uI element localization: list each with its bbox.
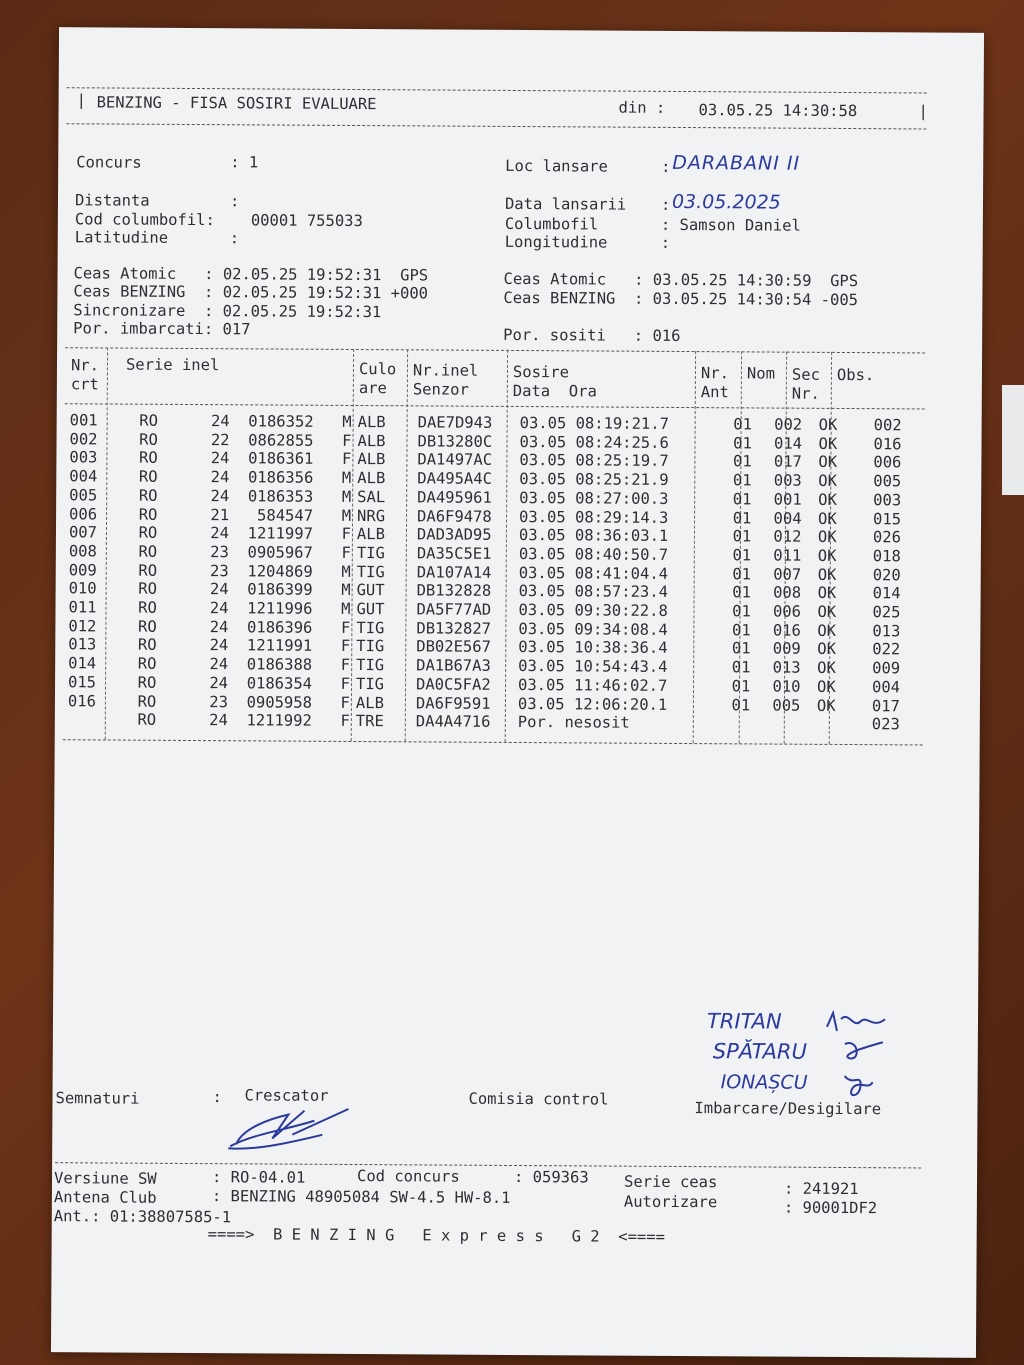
cell-tara: RO	[137, 692, 157, 711]
cell-inel: 0186399	[247, 580, 313, 600]
cell-nom: 003	[773, 471, 802, 490]
benzing-receipt: | BENZING - FISA SOSIRI EVALUARE din : 03.05.25 14:30:58 | Concurs : 1 Loc lansare : DARABANI II Distanta : Cod columbofil: 00001 755033 Latitudine : Data lansarii : 03.05.2025 Columbofil : Samson Daniel Longitudine : Ceas Atomic : 02.05.25 19:52:31 GPS Ceas BENZING : 02.05.25 19:52:31 +000 Sincronizare : 02.05.25 19:52:31 Por. imbarcati: 017 Ceas Atomic : 03.05.25 14:30:59 GPS Ceas BENZING : 03.05.25 14:30:54 -005 Por. sositi : 016 Nr. crt Serie inel Culo are Nr.inel Senzor Sosire Data Ora Nr. Ant Nom Sec Nr. Obs. 001 RO 24 0186352 M ALB DAE7D943 03.05 08:19:21.7 01 002 OK 002 002 RO 22 0862855 F ALB DB13280C 03.05 08:24:25.6 01 014 OK 016 003 RO 24 0186361 F ALB DA1497AC 03.05 08:25:19.7 01 017 OK 006 004 RO 24 0186356 M ALB DA495A4C 03.05 08:25:21.9 01 003 OK 005 005 RO 24 0186353 M SAL DA495961 03.05 08:27:00.3 01 001 OK 003 006 RO 21 584547 M NRG DA6F9478 03.05 08:29:14.3 01 004 OK 015 007 RO 24 1211997 F ALB DAD3AD95 03.05 08:36:03.1 01 012 OK 026 008 RO 23 0905967 F TIG DA35C5E1 03.05 08:40:50.7 01 011 OK 018 009 RO 23 1204869 M TIG DA107A14 03.05 08:41:04.4 01 007 OK 020 010 RO 24 0186399 M GUT DB132828 03.05 08:57:23.4 01 008 OK 014 011 RO 24 1211996 M GUT DA5F77AD 03.05 09:30:22.8 01 006 OK 025 012 RO 24 0186396 F TIG DB132827 03.05 09:34:08.4 01 016 OK 013 013 RO 24 1211991 F TIG DB02E567 03.05 10:38:36.4 01 009 OK 022 014 RO 24 0186388 F TIG DA1B67A3 03.05 10:54:43.4 01 013 OK 009 015 RO 24 0186354 F TIG DA0C5FA2 03.05 11:46:02.7 01 010 OK 004 016 RO 23 0905958 F ALB DA6F9591 03.05 12:06:20.1 01 005 OK 017 RO 24 1211992 F TRE DA4A4716 Por. nesosit 023 TRITAN SPĂTARU IONAȘCU Semnaturi : Crescator Comisia control Imbarcare/Desigilare Versiune SW : RO-04.01 Cod concurs : 059363 Serie ceas : 241921 Antena Club : BENZING 48905084 SW-4.5 HW-8.1 Autorizare : 90001DF2 Ant.: 01:38807585-1 ====> B E N Z I N G E x p r e s s G 2 <====	[51, 27, 984, 1358]
data-lansarii-label: Data lansarii	[504, 194, 627, 214]
cell-sec: OK	[817, 528, 837, 547]
cell-ant: 01	[731, 695, 751, 714]
cell-senzor: DB13280C	[417, 432, 493, 451]
cell-sosire: 03.05 08:19:21.7	[519, 414, 670, 433]
cell-obs: 006	[873, 453, 902, 472]
cell-crt: 009	[68, 560, 97, 580]
antena-value: : BENZING 48905084 SW-4.5 HW-8.1	[211, 1187, 511, 1207]
concurs-label: Concurs	[76, 153, 142, 172]
cell-inel: 0186354	[246, 674, 313, 693]
cell-tara: RO	[137, 636, 157, 655]
cell-sosire: 03.05 08:29:14.3	[519, 507, 669, 527]
cell-nom: 014	[773, 434, 803, 453]
cell-an: 24	[210, 524, 230, 543]
cell-inel: 0186396	[247, 618, 313, 637]
th-sosire: Sosire	[512, 362, 570, 382]
cell-sec: OK	[817, 584, 837, 603]
cell-senzor: DA6F9478	[417, 506, 492, 526]
cell-an: 22	[210, 430, 230, 449]
cell-culoare: GUT	[356, 600, 385, 619]
cell-obs: 014	[872, 584, 901, 603]
cell-an: 24	[209, 636, 229, 655]
clock-left-3: Sincronizare : 02.05.25 19:52:31	[73, 301, 382, 322]
footer-rule	[55, 1162, 921, 1168]
cell-senzor: DA1B67A3	[416, 656, 491, 675]
th-culo: Culo	[358, 360, 397, 379]
cell-sec: OK	[817, 640, 836, 659]
cell-an: 24	[209, 599, 229, 618]
cell-ant: 01	[731, 677, 751, 696]
cell-nom: 013	[772, 658, 801, 677]
cell-ant: 01	[732, 546, 752, 565]
cell-sec: OK	[817, 658, 836, 678]
cell-sec	[809, 715, 862, 734]
cell-tara: RO	[137, 654, 157, 673]
cell-nom	[764, 715, 809, 734]
th-nr: Nr.	[70, 356, 100, 375]
cell-sec: OK	[818, 509, 837, 528]
cell-crt: 008	[68, 542, 97, 561]
cell-ant: 01	[732, 508, 752, 527]
cell-sec: OK	[817, 621, 837, 640]
cell-senzor: DAD3AD95	[416, 525, 492, 545]
cell-senzor: DB02E567	[416, 637, 491, 657]
cell-an: 24	[209, 580, 229, 599]
cell-inel: 0186356	[247, 468, 314, 487]
cell-sex: F	[341, 525, 352, 544]
loc-lansare-label: Loc lansare	[505, 156, 608, 176]
th-are: are	[358, 379, 387, 398]
cell-crt: 004	[69, 467, 98, 486]
cell-obs: 018	[872, 547, 901, 566]
cell-inel: 0905958	[246, 692, 312, 712]
cell-nom: 012	[773, 527, 802, 546]
header-left-bar: |	[76, 91, 87, 110]
cell-sex: M	[342, 412, 352, 431]
cell-ant: 01	[732, 602, 751, 621]
cell-nom: 008	[773, 583, 802, 603]
cell-sec: OK	[818, 453, 838, 472]
cell-ant: 01	[732, 583, 751, 602]
cell-culoare: ALB	[356, 525, 386, 544]
cell-sex: M	[341, 487, 352, 506]
por-sositi: Por. sositi : 016	[503, 325, 681, 345]
cell-senzor: DA35C5E1	[416, 544, 492, 563]
cell-an: 24	[210, 468, 230, 487]
cell-ant: 01	[731, 658, 751, 677]
cell-sosire: 03.05 08:41:04.4	[518, 563, 669, 583]
cell-tara: RO	[138, 523, 158, 543]
cell-obs: 022	[872, 640, 901, 659]
table-header-rule	[65, 403, 925, 409]
cell-an: 23	[209, 692, 228, 711]
cell-sec: OK	[818, 415, 838, 434]
th-nr-ant: Nr.	[700, 364, 730, 383]
arrivals-table	[68, 411, 924, 734]
cell-obs: 025	[872, 603, 901, 622]
cell-inel: 0186353	[247, 487, 314, 506]
cell-culoare: TIG	[356, 562, 385, 581]
cell-inel: 1211996	[247, 599, 313, 618]
cell-crt: 012	[68, 616, 97, 636]
cell-nom: 005	[772, 696, 801, 715]
cell-culoare: ALB	[357, 413, 386, 432]
cell-crt: 013	[68, 635, 97, 654]
cell-sex: F	[340, 637, 351, 656]
crescator-label: Crescator	[244, 1086, 329, 1105]
serie-ceas-value: : 241921	[783, 1179, 859, 1199]
cell-senzor: DA495961	[417, 488, 492, 507]
cell-sex: F	[340, 712, 350, 731]
cell-senzor: DA0C5FA2	[415, 675, 491, 694]
cell-nom: 001	[773, 490, 802, 509]
cell-sex: M	[341, 599, 351, 619]
cell-culoare: SAL	[357, 487, 386, 507]
cell-inel: 0905967	[247, 543, 313, 562]
th-senzor: Senzor	[412, 380, 469, 399]
cell-obs: 009	[872, 659, 901, 678]
cell-sec: OK	[816, 677, 836, 696]
cell-nom: 010	[772, 677, 801, 696]
cell-sosire: Por. nesosit	[517, 713, 630, 732]
cell-ant: 01	[733, 434, 752, 453]
cell-sosire: 03.05 09:34:08.4	[518, 619, 668, 639]
cell-crt: 016	[67, 691, 96, 710]
longitudine-label: Longitudine	[504, 232, 608, 252]
cell-ant: 01	[733, 452, 752, 471]
cell-sex: M	[341, 469, 352, 488]
cell-an: 24	[209, 617, 229, 636]
cell-sex: M	[341, 562, 351, 581]
cell-senzor: DA4A4716	[415, 712, 491, 732]
cell-an: 21	[210, 505, 230, 524]
cell-sosire: 03.05 08:40:50.7	[518, 544, 669, 564]
cell-ant: 01	[732, 564, 752, 584]
cell-crt	[68, 711, 106, 730]
cell-inel: 1211997	[247, 524, 314, 543]
initials-1	[823, 1007, 893, 1037]
cell-sosire: 03.05 12:06:20.1	[517, 694, 668, 714]
cell-inel: 0186361	[248, 449, 314, 469]
header-bottom-rule	[66, 123, 926, 129]
cell-nom: 007	[773, 565, 802, 584]
cell-obs: 015	[873, 509, 902, 528]
th-nom: Nom	[746, 364, 776, 383]
cod-columbofil-label: Cod columbofil:	[74, 210, 215, 230]
cell-culoare: ALB	[357, 431, 386, 450]
semnaturi-colon: :	[212, 1088, 222, 1107]
cell-nom: 009	[772, 639, 801, 659]
cell-culoare: TIG	[356, 618, 385, 637]
imbarcare-label: Imbarcare/Desigilare	[694, 1099, 882, 1119]
cell-senzor: DAE7D943	[417, 413, 493, 432]
cell-tara: RO	[138, 467, 158, 486]
cell-obs: 002	[873, 416, 902, 435]
cell-tara: RO	[137, 673, 157, 692]
benzing-brand: ====> B E N Z I N G E x p r e s s G 2 <====	[207, 1225, 665, 1246]
cell-tara: RO	[138, 580, 158, 599]
columbofil-value: : Samson Daniel	[660, 215, 801, 235]
cell-an: 24	[210, 486, 230, 506]
cell-tara: RO	[138, 505, 158, 524]
cell-sosire: 03.05 08:57:23.4	[518, 582, 668, 602]
cell-senzor: DA107A14	[416, 563, 492, 582]
cell-sosire: 03.05 10:54:43.4	[518, 657, 668, 677]
cell-crt: 011	[68, 598, 97, 617]
comisia-label: Comisia control	[468, 1089, 609, 1109]
cell-ant	[706, 714, 764, 733]
cell-senzor: DA495A4C	[417, 469, 493, 488]
cell-inel: 1211992	[246, 711, 312, 730]
cell-culoare: TIG	[355, 674, 385, 694]
cell-nom: 006	[772, 602, 802, 621]
cell-crt: 002	[69, 429, 98, 449]
cell-nom: 011	[773, 546, 802, 565]
th-serie-inel: Serie inel	[125, 355, 220, 375]
handwritten-name-3: IONAȘCU	[720, 1071, 808, 1094]
por-imbarcati: Por. imbarcati: 017	[73, 319, 251, 339]
cell-obs: 004	[871, 678, 901, 697]
cell-obs: 013	[872, 621, 901, 641]
cell-obs: 005	[873, 472, 902, 491]
crescator-signature	[222, 1104, 352, 1157]
cod-columbofil-value: 00001 755033	[250, 211, 363, 231]
clock-left-1: Ceas Atomic : 02.05.25 19:52:31 GPS	[73, 264, 429, 285]
cell-senzor: DA5F77AD	[416, 600, 492, 619]
cell-sec: OK	[816, 696, 836, 715]
concurs-value: : 1	[230, 153, 259, 172]
th-sec-nr: Nr.	[791, 384, 820, 403]
cell-an: 24	[209, 711, 228, 730]
cell-ant: 01	[731, 639, 751, 658]
cell-sec: OK	[818, 471, 838, 491]
cell-crt: 001	[69, 411, 98, 430]
cell-tara: RO	[138, 542, 158, 561]
initials-2	[839, 1036, 889, 1066]
cell-sec: OK	[817, 546, 837, 565]
cell-crt: 007	[68, 523, 98, 542]
cell-culoare: TRE	[355, 712, 384, 731]
cell-nom: 017	[773, 452, 802, 472]
cell-tara: RO	[137, 617, 157, 636]
clock-left-2: Ceas BENZING : 02.05.25 19:52:31 +000	[73, 282, 429, 303]
cell-ant: 01	[733, 415, 753, 434]
cell-sosire: 03.05 09:30:22.8	[518, 601, 668, 620]
serie-ceas-label: Serie ceas	[623, 1172, 718, 1192]
data-lansarii-value: 03.05.2025	[671, 190, 781, 214]
cell-an: 23	[210, 543, 229, 562]
cell-crt: 014	[68, 654, 97, 673]
table-top-rule	[65, 347, 925, 353]
cell-culoare: NRG	[357, 506, 386, 525]
cell-crt: 003	[69, 448, 98, 467]
header-top-rule	[67, 87, 927, 93]
autorizare-label: Autorizare	[623, 1192, 718, 1212]
ant-line: Ant.: 01:38807585-1	[53, 1207, 232, 1227]
versiune-value: : RO-04.01	[211, 1168, 306, 1187]
cell-crt: 006	[69, 504, 98, 523]
cell-nom: 002	[774, 415, 803, 434]
th-obs: Obs.	[836, 365, 875, 385]
versiune-label: Versiune SW	[53, 1169, 157, 1188]
cell-inel: 0862855	[248, 431, 314, 450]
cell-sex: F	[340, 693, 350, 712]
cell-sec: OK	[818, 490, 837, 509]
cell-nom: 004	[773, 509, 802, 528]
cod-concurs-label: Cod concurs	[356, 1167, 460, 1186]
header-title: BENZING - FISA SOSIRI EVALUARE	[96, 93, 377, 114]
cell-culoare: GUT	[356, 581, 385, 600]
th-nr-inel: Nr.inel	[412, 361, 479, 380]
cell-obs: 020	[872, 565, 901, 584]
clock-right-2: Ceas BENZING : 03.05.25 14:30:54 -005	[503, 288, 859, 310]
cell-obs: 016	[873, 434, 902, 454]
cell-nom: 016	[772, 621, 801, 640]
cell-culoare: TIG	[356, 543, 385, 563]
columbofil-label: Columbofil	[504, 214, 599, 234]
latitudine-value: :	[229, 229, 240, 248]
cell-sex: F	[341, 543, 351, 562]
cell-inel: 1211991	[246, 636, 313, 656]
cell-ant: 01	[732, 527, 752, 546]
cell-obs: 017	[871, 696, 900, 715]
cell-sex: F	[342, 450, 352, 469]
header-din-label: din :	[618, 98, 666, 117]
distanta-value: :	[229, 192, 240, 211]
cell-inel: 1204869	[247, 561, 313, 581]
cell-culoare: TIG	[356, 656, 385, 675]
cell-sosire: 03.05 08:25:21.9	[519, 470, 669, 490]
cell-sec: OK	[818, 434, 838, 453]
th-ant: Ant	[700, 383, 729, 402]
cell-sosire: 03.05 08:27:00.3	[519, 488, 669, 508]
cell-crt: 015	[68, 673, 97, 692]
cell-tara: RO	[139, 449, 158, 468]
cell-culoare: ALB	[357, 450, 386, 469]
cell-obs: 023	[871, 715, 900, 734]
cell-tara: RO	[137, 710, 157, 730]
cell-obs: 003	[873, 490, 902, 510]
cell-an: 24	[210, 449, 230, 468]
cell-tara: RO	[138, 561, 158, 580]
clock-right-1: Ceas Atomic : 03.05.25 14:30:59 GPS	[503, 269, 859, 291]
initials-3	[839, 1070, 879, 1100]
handwritten-name-2: SPĂTARU	[712, 1039, 807, 1064]
cell-crt: 010	[68, 579, 97, 598]
cell-ant: 01	[731, 621, 751, 640]
th-data-ora: Data Ora	[512, 381, 597, 401]
cod-concurs-value: : 059363	[513, 1167, 589, 1187]
cell-sosire: 03.05 08:24:25.6	[519, 432, 669, 452]
cell-obs: 026	[872, 528, 902, 547]
table-bottom-rule	[63, 739, 923, 745]
cell-culoare: ALB	[355, 693, 384, 712]
cell-an: 24	[209, 655, 229, 674]
longitudine-value: :	[660, 233, 671, 252]
cell-an: 23	[210, 561, 229, 580]
cell-sex: F	[340, 618, 351, 637]
cell-tara: RO	[139, 430, 158, 449]
loc-lansare-value: DARABANI II	[672, 151, 801, 175]
cell-tara: RO	[138, 598, 157, 617]
cell-inel: 0186352	[248, 412, 314, 431]
cell-inel: 584547	[247, 505, 314, 525]
cell-crt: 005	[69, 486, 98, 505]
header-right-bar: |	[918, 102, 928, 121]
cell-sex: F	[342, 431, 352, 450]
cell-sosire: 03.05 08:36:03.1	[518, 526, 669, 546]
cell-ant: 01	[732, 471, 752, 490]
cell-sec: OK	[817, 602, 837, 621]
cell-culoare: TIG	[356, 637, 385, 656]
semnaturi-label: Semnaturi	[55, 1089, 140, 1108]
cell-an: 24	[209, 673, 229, 693]
cell-sec: OK	[817, 565, 837, 584]
handwritten-name-1: TRITAN	[706, 1009, 782, 1034]
cell-senzor: DB132828	[416, 581, 492, 601]
cell-sex: M	[341, 581, 351, 600]
cell-tara: RO	[139, 411, 159, 430]
cell-sex: F	[340, 674, 351, 693]
cell-senzor: DA1497AC	[417, 450, 493, 470]
cell-ant: 01	[732, 490, 752, 509]
cell-an: 24	[210, 412, 230, 431]
cell-sex: F	[340, 656, 351, 675]
header-din-value: 03.05.25 14:30:58	[698, 101, 858, 121]
cell-tara: RO	[138, 486, 158, 505]
th-crt: crt	[70, 375, 99, 394]
antena-label: Antena Club	[53, 1188, 157, 1207]
cell-sosire: 03.05 11:46:02.7	[517, 675, 668, 695]
cell-sosire: 03.05 10:38:36.4	[518, 638, 668, 658]
adjacent-paper-edge	[1002, 385, 1024, 495]
th-sec: Sec	[791, 365, 821, 384]
cell-sex: M	[341, 506, 352, 525]
cell-senzor: DB132827	[416, 619, 492, 638]
cell-sosire: 03.05 08:25:19.7	[519, 451, 669, 471]
latitudine-label: Latitudine	[74, 228, 169, 247]
cell-inel: 0186388	[246, 655, 313, 674]
distanta-label: Distanta	[74, 191, 150, 210]
cell-senzor: DA6F9591	[415, 693, 491, 713]
cell-culoare: ALB	[357, 469, 386, 488]
autorizare-value: : 90001DF2	[783, 1198, 878, 1218]
